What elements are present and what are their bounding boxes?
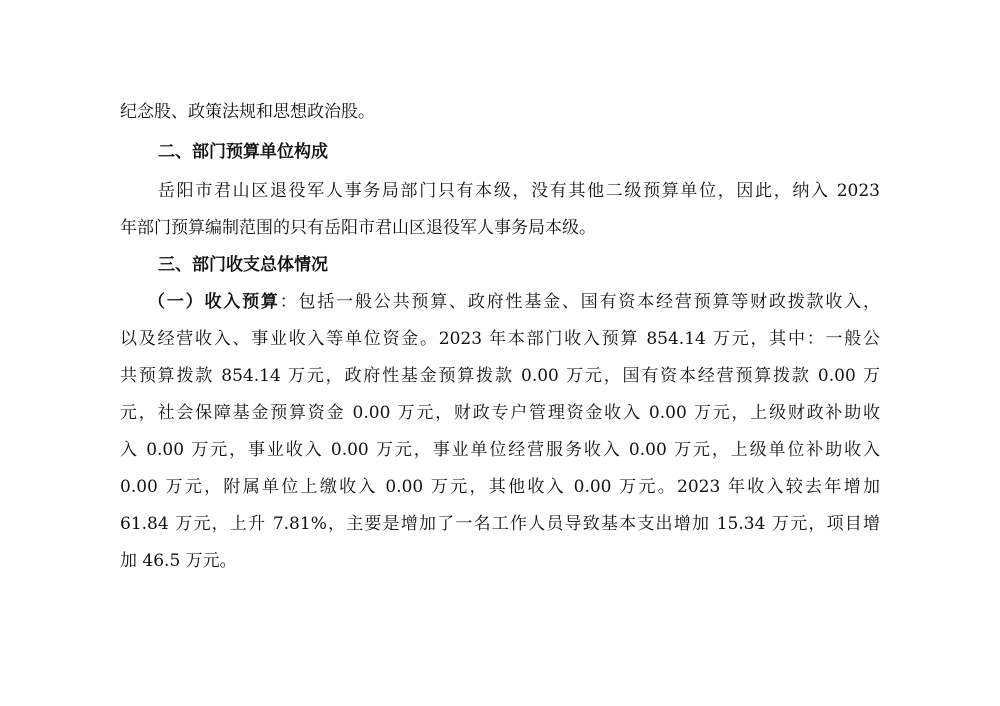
line-text: 岳阳市君山区退役军人事务局部门只有本级，没有其他二级预算单位，因此，纳入 2023 xyxy=(158,181,880,201)
line-text: 入 0.00 万元，事业收入 0.00 万元，事业单位经营服务收入 0.00 万元，上级单位补助收入 xyxy=(120,440,880,460)
line-text: ：包括一般公共预算、政府性基金、国有资本经营预算等财政拨款收入， xyxy=(279,292,881,312)
paragraph-line xyxy=(120,364,880,388)
paragraph-line xyxy=(120,475,880,499)
paragraph-line xyxy=(120,100,880,124)
section-heading-revenue-expenditure xyxy=(158,253,880,277)
subheading-revenue-budget: （一）收入预算 xyxy=(148,292,280,312)
line-text: 以及经营收入、事业收入等单位资金。2023 年本部门收入预算 854.14 万元，其中：一般公 xyxy=(120,329,880,349)
line-text: 纪念股、政策法规和思想政治股。 xyxy=(120,102,375,122)
line-text: 61.84 万元，上升 7.81%，主要是增加了一名工作人员导致基本支出增加 15.34 万元，项目增 xyxy=(120,514,880,534)
paragraph-line xyxy=(120,438,880,462)
paragraph-line xyxy=(158,179,880,203)
line-text: 0.00 万元，附属单位上缴收入 0.00 万元，其他收入 0.00 万元。2023 年收入较去年增加 xyxy=(120,477,880,497)
line-text: 元，社会保障基金预算资金 0.00 万元，财政专户管理资金收入 0.00 万元，上级财政补助收 xyxy=(120,403,880,423)
line-text: 加 46.5 万元。 xyxy=(120,551,237,571)
paragraph-line xyxy=(148,290,880,314)
heading-text: 三、部门收支总体情况 xyxy=(158,255,328,275)
line-text: 年部门预算编制范围的只有岳阳市君山区退役军人事务局本级。 xyxy=(120,218,596,238)
paragraph-line xyxy=(120,512,880,536)
paragraph-line xyxy=(120,216,880,240)
line-text: 共预算拨款 854.14 万元，政府性基金预算拨款 0.00 万元，国有资本经营预算拨款 0.00 万 xyxy=(120,366,880,386)
section-heading-budget-units xyxy=(158,140,880,164)
heading-text: 二、部门预算单位构成 xyxy=(158,142,328,162)
paragraph-line xyxy=(120,401,880,425)
paragraph-line xyxy=(120,549,880,573)
paragraph-line xyxy=(120,327,880,351)
